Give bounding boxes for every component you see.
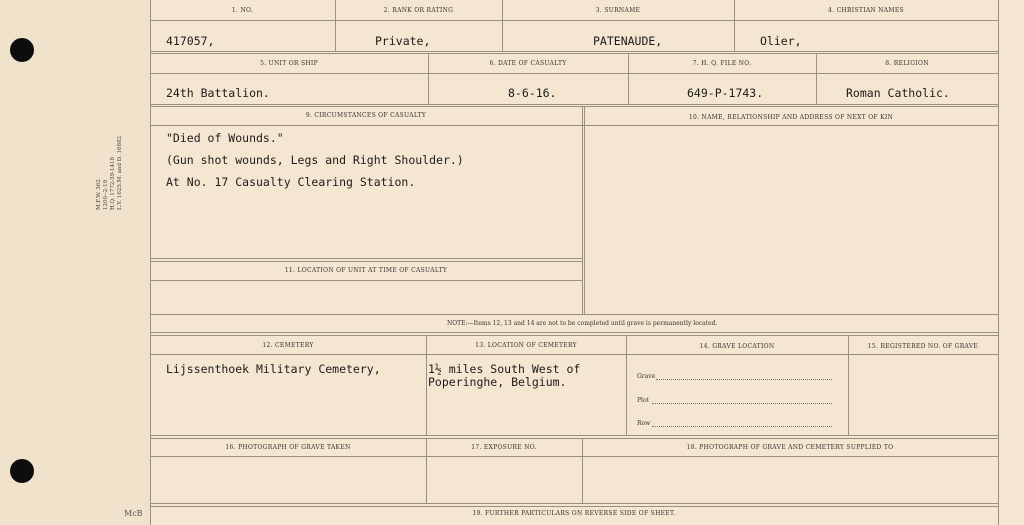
rule: [150, 335, 998, 336]
cemetery-location-line-1: 1½ miles South West of: [428, 362, 581, 376]
rule: [150, 354, 998, 355]
service-number: 417057,: [166, 34, 215, 48]
rule: [582, 106, 583, 314]
dotted-line: [656, 379, 832, 380]
rule: [426, 335, 427, 435]
rule: [150, 125, 998, 126]
label-no: 1. NO.: [231, 7, 254, 14]
rule: [150, 435, 998, 436]
rule: [848, 335, 849, 435]
note-text: NOTE:—Items 12, 13 and 14 are not to be completed until grave is permanently located.: [447, 320, 718, 327]
rule: [150, 20, 998, 21]
rule: [150, 104, 998, 105]
form-codes: [96, 100, 124, 210]
rule: [150, 456, 998, 457]
dotted-line: [652, 403, 832, 404]
circumstance-line-2: (Gun shot wounds, Legs and Right Shoulder.): [166, 153, 464, 167]
surname-value: PATENAUDE,: [593, 34, 663, 48]
label-location-of-cemetery: 13. LOCATION OF CEMETERY: [475, 342, 577, 349]
cemetery-value: Lijssenthoek Military Cemetery,: [166, 362, 381, 376]
rule: [150, 503, 998, 504]
circumstance-line-3: At No. 17 Casualty Clearing Station.: [166, 175, 416, 189]
dotted-line: [652, 426, 832, 427]
label-grave-location: 14. GRAVE LOCATION: [699, 343, 775, 350]
label-next-of-kin: 10. NAME, RELATIONSHIP AND ADDRESS OF NEXT OF KIN: [688, 114, 894, 121]
label-exposure: 17. EXPOSURE NO.: [471, 444, 537, 451]
label-photo-supplied: 18. PHOTOGRAPH OF GRAVE AND CEMETERY SUPPLIED TO: [686, 444, 894, 451]
rank-value: Private,: [375, 34, 431, 48]
label-location-of-unit: 11. LOCATION OF UNIT AT TIME OF CASUALTY: [284, 267, 448, 274]
rule: [150, 53, 998, 54]
label-cemetery: 12. CEMETERY: [262, 342, 314, 349]
unit-value: 24th Battalion.: [166, 86, 270, 100]
rule: [150, 280, 582, 281]
rule: [626, 335, 627, 435]
label-surname: 3. SURNAME: [595, 7, 641, 14]
clerk-initials: McB: [124, 509, 143, 518]
rule: [150, 438, 998, 439]
rule: [150, 314, 998, 315]
religion-value: Roman Catholic.: [846, 86, 950, 100]
label-photo-grave: 16. PHOTOGRAPH OF GRAVE TAKEN: [225, 444, 351, 451]
punch-hole-bottom: [10, 459, 34, 483]
label-rank: 2. RANK OR RATING: [383, 7, 454, 14]
rule: [150, 261, 582, 262]
label-religion: 8. RELIGION: [885, 60, 929, 67]
cemetery-location-line-2: Poperinghe, Belgium.: [428, 375, 567, 389]
christian-names-value: Olier,: [760, 34, 802, 48]
form-border-right: [998, 0, 999, 525]
rule: [150, 106, 998, 107]
label-registered-no: 15. REGISTERED NO. OF GRAVE: [867, 343, 979, 350]
label-christian-names: 4. CHRISTIAN NAMES: [828, 7, 904, 14]
rule: [150, 332, 998, 333]
form-code-3: H.Q. 1772-39-1418: [110, 157, 116, 210]
rule: [150, 73, 998, 74]
rule: [150, 258, 582, 259]
form-code-2: 1200--2-19: [103, 179, 109, 210]
left-margin: [0, 0, 150, 525]
label-hq-file: 7. H. Q. FILE NO.: [692, 60, 752, 67]
label-further-particulars: 19. FURTHER PARTICULARS ON REVERSE SIDE OF SHEET.: [472, 510, 676, 517]
label-date: 6. DATE OF CASUALTY: [489, 60, 567, 67]
rule: [150, 51, 998, 52]
rule: [150, 506, 998, 507]
punch-hole-top: [10, 38, 34, 62]
label-circumstances: 9. CIRCUMSTANCES OF CASUALTY: [305, 112, 427, 119]
label-unit: 5. UNIT OR SHIP: [260, 60, 318, 67]
grave-field-label: Grave: [637, 373, 656, 380]
form-code-4: L.Y. 1625.M. and D. 16882: [117, 136, 123, 210]
row-field-label: Row: [637, 420, 651, 427]
plot-field-label: Plot: [637, 397, 649, 404]
form-code-1: M.F.W. 362: [96, 179, 102, 210]
hq-file-value: 649-P-1743.: [687, 86, 764, 100]
rule: [584, 106, 585, 314]
date-value: 8-6-16.: [508, 86, 557, 100]
circumstance-line-1: "Died of Wounds.": [166, 131, 284, 145]
